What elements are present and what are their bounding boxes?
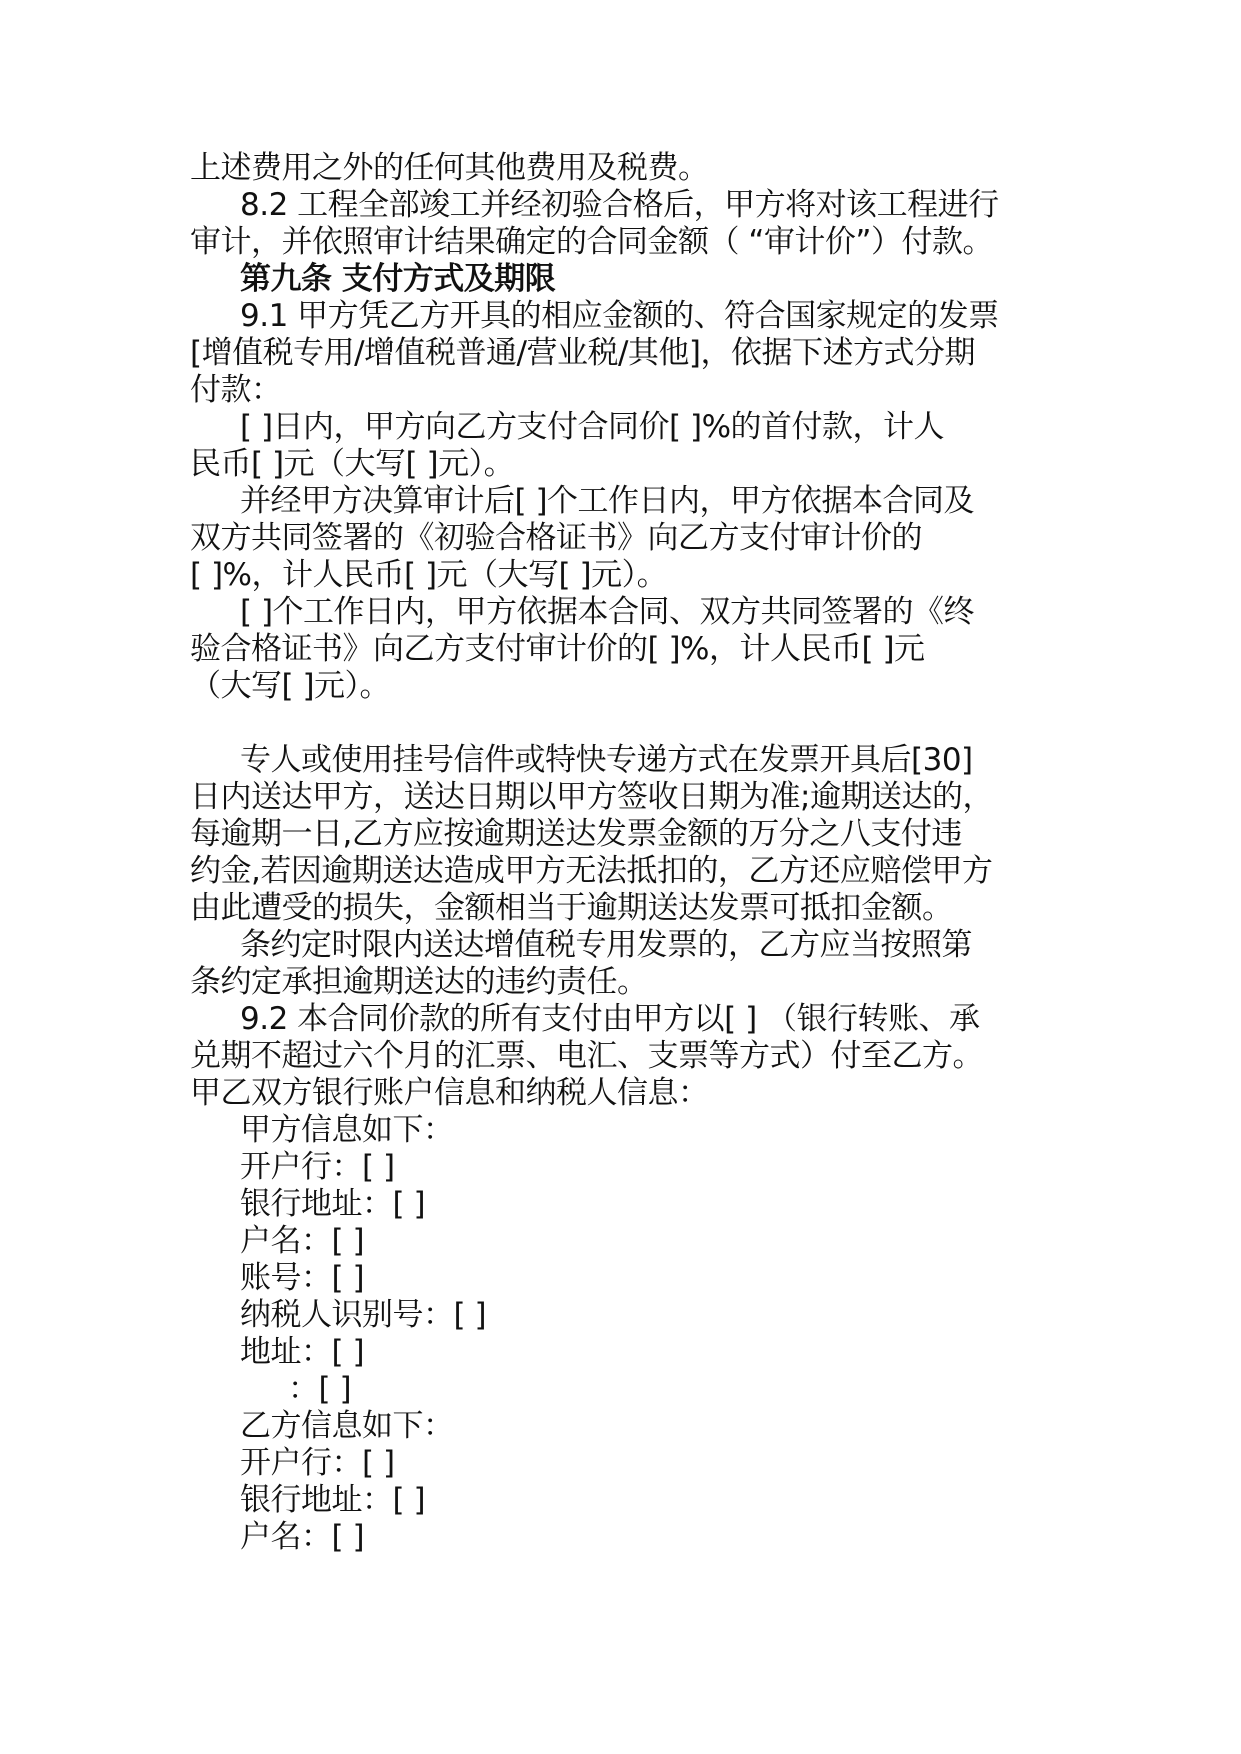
text-line: 开户行：[ ] (240, 1445, 395, 1481)
text-line: 条约定承担逾期送达的违约责任。 (190, 964, 648, 1000)
text-line: 上述费用之外的任何其他费用及税费。 (190, 150, 709, 186)
text-line: 户名：[ ] (240, 1519, 365, 1555)
text-line: 兑期不超过六个月的汇票、电汇、支票等方式）付至乙方。 (190, 1038, 983, 1074)
text-line: 验合格证书》向乙方支付审计价的[ ]%，计人民币[ ]元 (190, 631, 925, 667)
text-line: 日内送达甲方，送达日期以甲方签收日期为准;逾期送达的， (190, 779, 993, 815)
text-line: 9.1 甲方凭乙方开具的相应金额的、符合国家规定的发票 (240, 298, 999, 334)
text-line: 账号：[ ] (240, 1260, 365, 1296)
text-line: 8.2 工程全部竣工并经初验合格后，甲方将对该工程进行 (240, 187, 999, 223)
text-line: 付款： (190, 372, 282, 408)
text-line: 甲乙双方银行账户信息和纳税人信息： (190, 1075, 709, 1111)
text-line: [增值税专用/增值税普通/营业税/其他]，依据下述方式分期 (190, 335, 976, 371)
text-line: 银行地址：[ ] (240, 1482, 426, 1518)
text-line: [ ]日内，甲方向乙方支付合同价[ ]%的首付款，计人 (240, 409, 945, 445)
text-line: 由此遭受的损失，金额相当于逾期送达发票可抵扣金额。 (190, 890, 953, 926)
text-line: 纳税人识别号：[ ] (240, 1297, 487, 1333)
text-line: 每逾期一日,乙方应按逾期送达发票金额的万分之八支付违 (190, 816, 962, 852)
text-line: 甲方信息如下： (240, 1112, 454, 1148)
text-line: 民币[ ]元（大写[ ]元）。 (190, 446, 515, 482)
text-line: 约金,若因逾期送达造成甲方无法抵扣的，乙方还应赔偿甲方 (190, 853, 993, 889)
text-line: 并经甲方决算审计后[ ]个工作日内，甲方依据本合同及 (240, 483, 975, 519)
text-line: 银行地址：[ ] (240, 1186, 426, 1222)
text-line: 条约定时限内送达增值税专用发票的，乙方应当按照第 (240, 927, 972, 963)
text-line: 开户行：[ ] (240, 1149, 395, 1185)
text-line: 审计，并依照审计结果确定的合同金额（ “审计价”）付款。 (190, 224, 993, 260)
text-line: 地址：[ ] (240, 1334, 365, 1370)
text-line: 乙方信息如下： (240, 1408, 454, 1444)
text-line: 户名：[ ] (240, 1223, 365, 1259)
text-line: 9.2 本合同价款的所有支付由甲方以[ ] （银行转账、承 (240, 1001, 980, 1037)
text-line: [ ]%，计人民币[ ]元（大写[ ]元）。 (190, 557, 668, 593)
blank-line (190, 705, 1070, 742)
text-line: [ ]个工作日内，甲方依据本合同、双方共同签署的《终 (240, 594, 975, 630)
text-line: 双方共同签署的《初验合格证书》向乙方支付审计价的 (190, 520, 922, 556)
document-page (190, 150, 1070, 1556)
text-line: ：[ ] (288, 1371, 352, 1407)
text-line: （大写[ ]元）。 (190, 668, 391, 704)
section-heading: 第九条 支付方式及期限 (240, 261, 556, 297)
text-line: 专人或使用挂号信件或特快专递方式在发票开具后[30] (240, 742, 973, 778)
